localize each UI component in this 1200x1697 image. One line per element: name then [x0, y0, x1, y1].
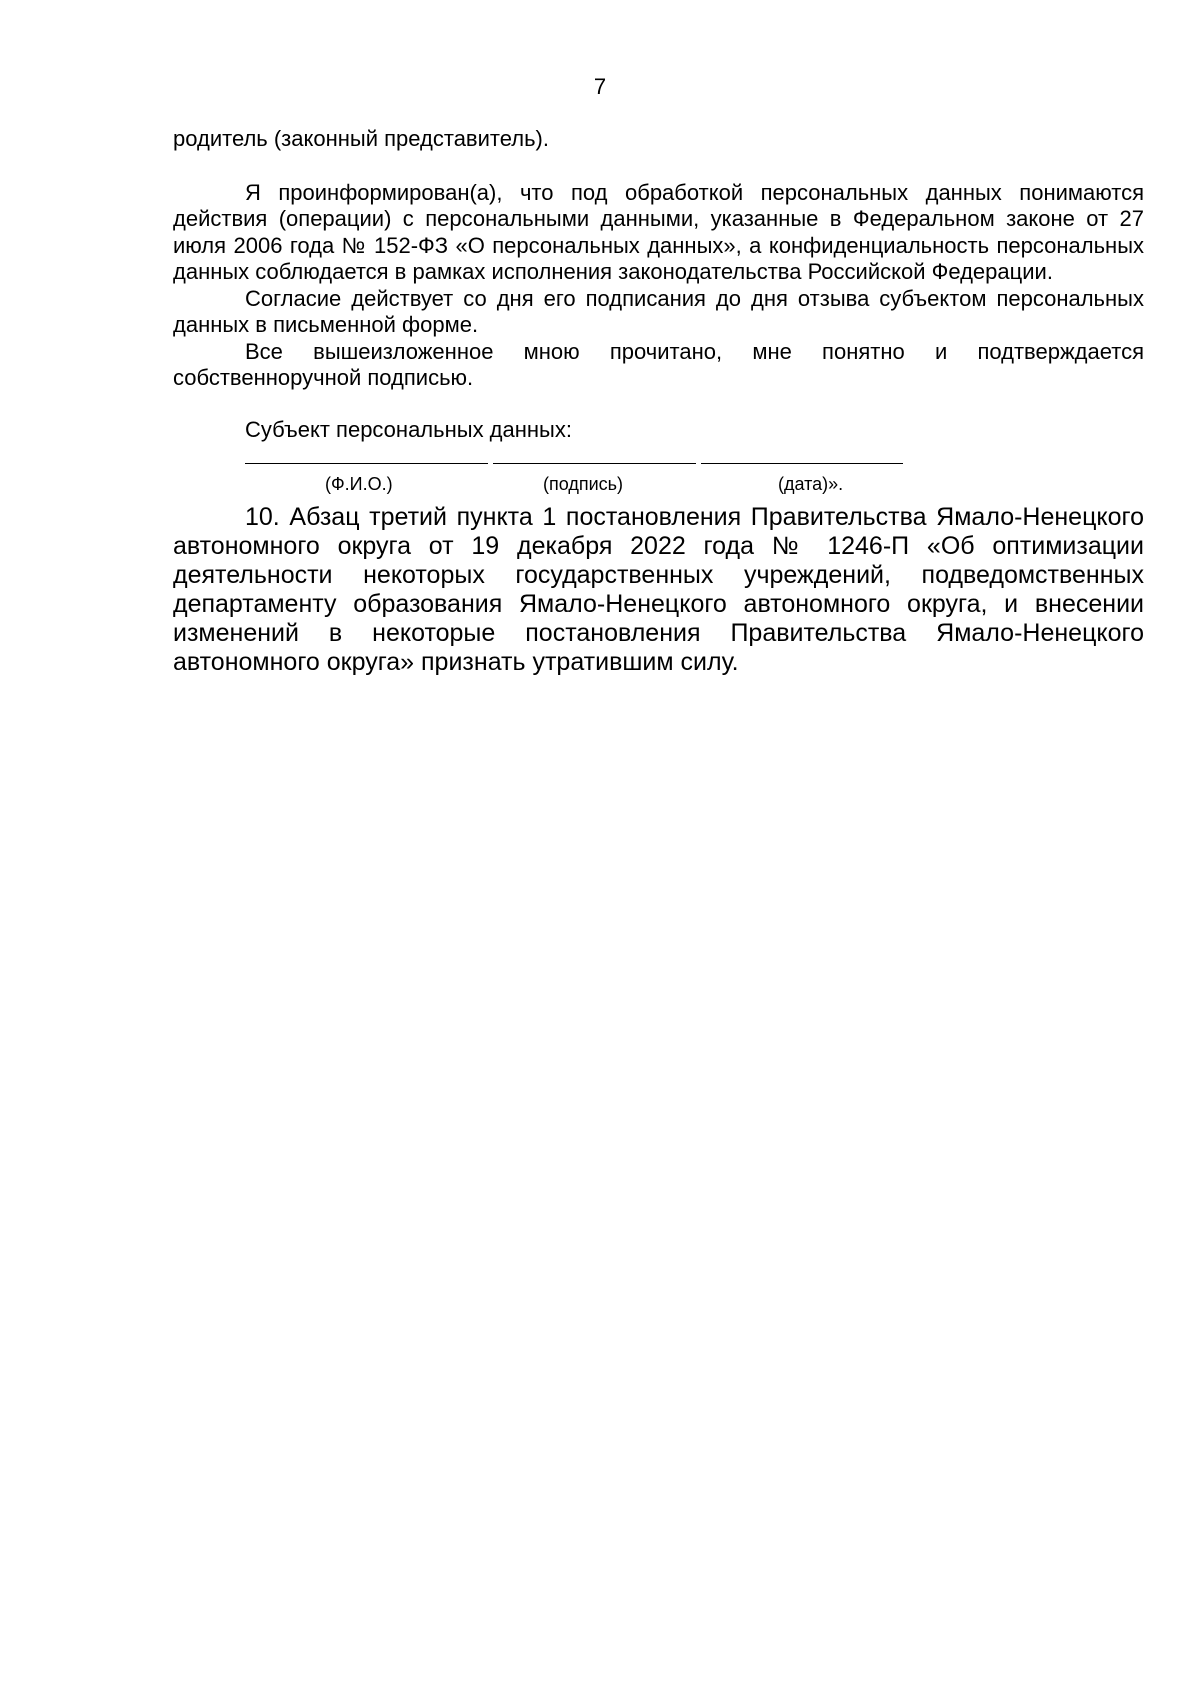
signature-title: Субъект персональных данных: — [245, 416, 572, 442]
signature-captions — [173, 473, 1144, 499]
signature-lines — [173, 443, 1144, 473]
signature-block — [173, 417, 1144, 499]
paragraph-consent-validity: Согласие действует со дня его подписания до дня отзыва субъектом персональных данных в письменной форме. — [173, 285, 1144, 337]
caption-date: (дата)». — [778, 473, 844, 494]
document-body — [173, 126, 1144, 677]
page-number: 7 — [593, 74, 607, 99]
paragraph-confirmation: Все вышеизложенное мною прочитано, мне понятно и подтверждается собственноручной подписью. — [173, 338, 1144, 390]
name-line — [245, 463, 488, 464]
clause-10: 10. Абзац третий пункта 1 постановления Правительства Ямало-Ненецкого автономного округа от 19 декабря 2022 года № 1246-П «Об оптимизации деятельности некоторых государственных учреждений, подведомственных департаменту образования Ямало-Ненецкого автономного округа, и внесении изменений в некоторые постановления Правительства Ямало-Ненецкого автономного округа» признать утратившим силу. — [173, 502, 1144, 676]
paragraph-informed-consent: Я проинформирован(а), что под обработкой персональных данных понимаются действия (операции) с персональными данными, указанные в Федеральном законе от 27 июля 2006 года № 152-ФЗ «О персональных данных», а конфиденциальность персональных данных соблюдается в рамках исполнения законодательства Российской Федерации. — [173, 179, 1144, 284]
caption-name: (Ф.И.О.) — [325, 473, 393, 494]
caption-signature: (подпись) — [543, 473, 624, 494]
date-line — [701, 463, 903, 464]
signature-line — [493, 463, 696, 464]
paragraph-parent-representative: родитель (законный представитель). — [173, 126, 549, 151]
